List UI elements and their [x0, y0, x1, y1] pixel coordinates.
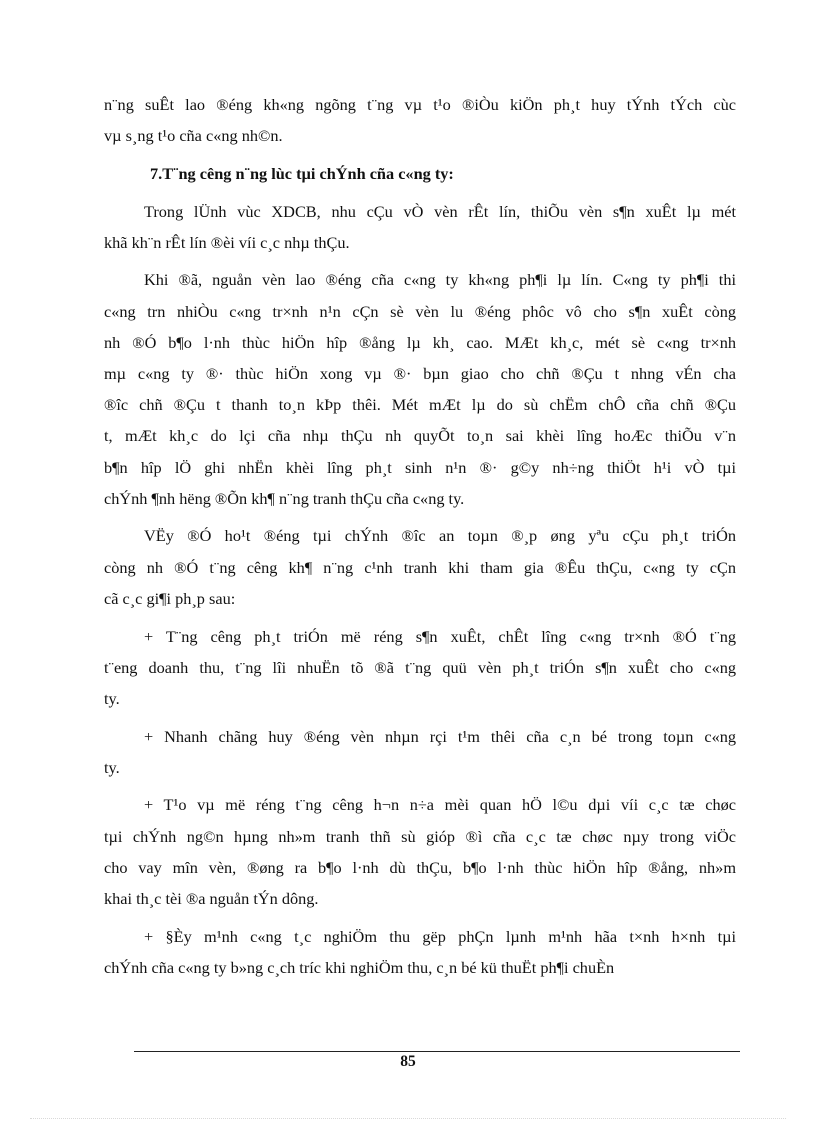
- text-line: VËy ®Ó ho¹t ®éng tµi chÝnh ®îc an toµn ®¸p øng yªu cÇu ph¸t triÓn: [144, 526, 736, 546]
- text-line: + Nhanh chãng huy ®éng vèn nhµn rçi t¹m thêi cña c¸n bé trong toµn c«ng: [144, 726, 736, 746]
- page-number: 85: [400, 1053, 416, 1070]
- text-line: b¶n hîp lÖ ghi nhËn khèi lîng ph¸t sinh n¹n ®· g©y nh÷ng thiÖt h¹i vÒ tµi: [104, 457, 736, 477]
- section-heading: [104, 158, 736, 189]
- paragraph: [104, 921, 736, 983]
- text-line: n¨ng suÊt lao ®éng kh«ng ngõng t¨ng vµ t¹o ®iÒu kiÖn ph¸t huy tÝnh tÝch cùc: [104, 95, 736, 114]
- text-line: chÝnh cña c«ng ty b»ng c¸ch tríc khi nghiÖm thu, c¸n bé kü thuËt ph¶i chuÈn: [104, 957, 615, 977]
- text-line: 7.T¨ng cêng n¨ng lùc tµi chÝnh cña c«ng ty:: [150, 163, 454, 183]
- text-line: + §Èy m¹nh c«ng t¸c nghiÖm thu gëp phÇn lµnh m¹nh hãa t×nh h×nh tµi: [144, 926, 736, 946]
- text-line: ®îc chñ ®Çu t thanh to¸n kÞp thêi. Mét mÆt lµ do sù chËm chÔ cña chñ ®Çu: [104, 395, 736, 415]
- text-line: tµi chÝnh ng©n hµng nh»m tranh thñ sù gióp ®ì cña c¸c tæ chøc nµy trong viÖc: [104, 826, 736, 846]
- text-line: Trong lÜnh vùc XDCB, nhu cÇu vÒ vèn rÊt lín, thiÕu vèn s¶n xuÊt lµ mét: [144, 201, 736, 221]
- paragraph: [104, 621, 736, 715]
- paragraph: [104, 196, 736, 258]
- document-body: [104, 89, 736, 983]
- text-line: Khi ®ã, nguån vèn lao ®éng cña c«ng ty kh«ng ph¶i lµ lín. C«ng ty ph¶i thi: [144, 270, 736, 290]
- text-line: khã kh¨n rÊt lín ®èi víi c¸c nhµ thÇu.: [104, 232, 350, 252]
- page-edge-marker: [30, 1118, 786, 1119]
- text-line: + T¨ng cêng ph¸t triÓn më réng s¶n xuÊt, chÊt lîng c«ng tr×nh ®Ó t¨ng: [144, 626, 736, 646]
- text-line: khai th¸c tèi ®a nguån tÝn dông.: [104, 889, 319, 908]
- text-line: t¨eng doanh thu, t¨ng lîi nhuËn tõ ®ã t¨ng quü vèn ph¸t triÓn s¶n xuÊt cho c«ng: [104, 657, 736, 677]
- text-line: vµ s¸ng t¹o cña c«ng nh©n.: [104, 126, 283, 146]
- text-line: + T¹o vµ më réng t¨ng cêng h¬n n÷a mèi quan hÖ l©u dµi víi c¸c tæ chøc: [144, 795, 736, 815]
- text-line: cho vay mîn vèn, ®øng ra b¶o l·nh dù thÇu, b¶o l·nh thùc hiÖn hîp ®ång, nh»m: [104, 857, 736, 877]
- text-line: c«ng trn nhiÒu c«ng tr×nh n¹n cÇn sè vèn lu ®éng phôc vô cho s¶n xuÊt còng: [104, 301, 736, 321]
- text-line: chÝnh ¶nh hëng ®Õn kh¶ n¨ng tranh thÇu cña c«ng ty.: [104, 488, 465, 508]
- text-line: nh ®Ó b¶o l·nh thùc hiÖn hîp ®ång lµ kh¸ cao. MÆt kh¸c, mét sè c«ng tr×nh: [104, 332, 736, 352]
- text-line: t, mÆt kh¸c do lçi cña nhµ thÇu nh quyÕt to¸n sai khèi lîng hoÆc thiÕu v¨n: [104, 426, 736, 446]
- text-line: mµ c«ng ty ®· thùc hiÖn xong vµ ®· bµn giao cho chñ ®Çu t nhng vÉn cha: [104, 364, 736, 383]
- paragraph: [104, 89, 736, 151]
- text-line: cã c¸c gi¶i ph¸p sau:: [104, 588, 236, 608]
- text-line: ty.: [104, 757, 120, 777]
- text-line: còng nh ®Ó t¨ng cêng kh¶ n¨ng c¹nh tranh khi tham gia ®Êu thÇu, c«ng ty cÇn: [104, 557, 736, 577]
- paragraph: [104, 264, 736, 514]
- text-line: ty.: [104, 688, 120, 708]
- paragraph: [104, 789, 736, 914]
- paragraph: [104, 520, 736, 614]
- paragraph: [104, 721, 736, 783]
- footer-divider: [134, 1051, 740, 1052]
